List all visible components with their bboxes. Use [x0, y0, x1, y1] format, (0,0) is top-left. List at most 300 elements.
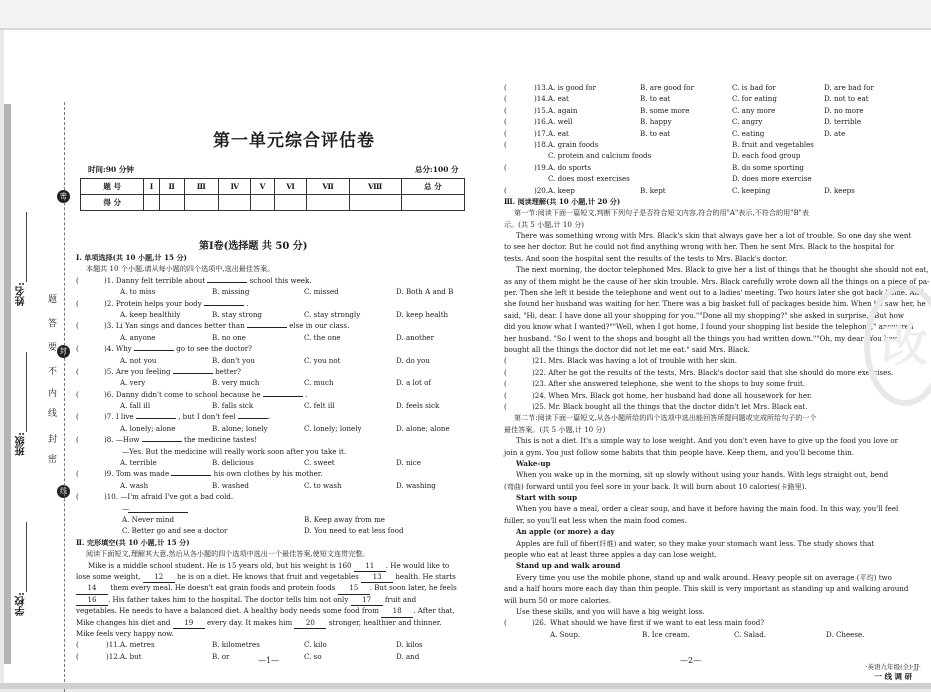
answer-option: A. again: [548, 105, 578, 115]
answer-option: C. stay strongly: [304, 309, 361, 319]
paren-open: (: [504, 162, 507, 172]
answer-blank: [263, 396, 303, 397]
answer-blank: 11: [354, 560, 386, 572]
option-row: [504, 105, 904, 116]
answer-option: C. you not: [304, 355, 341, 365]
question-stem-after: .: [305, 389, 308, 399]
answer-option: D. keeps: [824, 185, 855, 195]
answer-blank: [171, 475, 211, 476]
reading-passage-line: she found her husband was waiting for her. There was a big basket full of packages beside him. When he saw her, he: [504, 299, 926, 309]
question-stem-after: .: [246, 298, 249, 308]
answer-option: D. washing: [396, 480, 436, 490]
question-stem-text: Danny felt terrible about: [115, 275, 206, 285]
exam-paper: [4, 30, 931, 689]
passage-text: he is on a diet. He knows that fruit and vegetables: [174, 571, 362, 581]
answer-blank: 17: [351, 594, 383, 606]
watermark-logo: 改: [864, 284, 931, 406]
question-stem: [76, 343, 466, 354]
answer-option: B. happy: [640, 117, 672, 127]
right-column: [504, 82, 930, 640]
question-number: )12.: [106, 651, 121, 661]
answer-option: C. lonely; lonely: [304, 423, 362, 433]
option-row: [504, 93, 904, 104]
score-cell: 总 分: [401, 179, 464, 195]
passage-subheading: Stand up and walk around: [516, 561, 621, 571]
answer-option: C. to wash: [304, 480, 342, 490]
answer-option: A. metres: [120, 640, 155, 650]
question-stem-text: Danny didn't come to school because he: [115, 389, 261, 399]
reply-text: —: [122, 503, 130, 513]
score-cell: Ⅶ: [307, 179, 349, 195]
paren-open: (: [504, 128, 507, 138]
score-cell: Ⅳ: [219, 179, 251, 195]
seal-word: 不: [48, 367, 58, 377]
option-row: [76, 480, 466, 491]
question-stem-text: Protein helps your body: [115, 298, 202, 308]
question-text: [104, 389, 307, 400]
judge-text: )21. Mrs. Black was having a lot of trouble with her skin.: [532, 356, 738, 366]
reading-passage-line: When you wake up in the morning, sit up slowly without using your hands. With legs straight out, bend: [516, 470, 889, 480]
option-row: [504, 128, 904, 139]
cloze-passage-line: [76, 628, 466, 639]
score-table-row: [81, 195, 465, 211]
passage-text: health. He starts: [393, 571, 456, 581]
seal-word: 密: [48, 455, 58, 465]
question-number: )15.: [534, 105, 549, 115]
question-number: )8.: [104, 435, 114, 445]
binding-margin: [4, 102, 67, 692]
paren-open: (: [504, 401, 507, 411]
reading-passage-line: people who eat at least three apples a day can lose weight.: [504, 550, 717, 560]
question-text: [104, 320, 349, 331]
paren-open: (: [76, 389, 79, 399]
answer-option: C. the one: [304, 332, 341, 342]
answer-blank: [128, 503, 188, 513]
reading-passage-line: Apples are full of fiber(纤维) and water, so they make your stomach want less. The study shows that: [516, 538, 875, 548]
question-number: )1.: [104, 275, 114, 285]
answer-option: A. lonely; alone: [120, 423, 176, 433]
question-text: [104, 275, 312, 286]
answer-option: C. eating: [732, 128, 765, 138]
option-row: [504, 185, 904, 196]
reading-passage-line: her husband. "So I went to the shops and bought all the things you had written down.""Oh, my dear! You have: [504, 333, 902, 343]
score-blank: [274, 195, 307, 211]
answer-option: C. sweet: [304, 458, 335, 468]
section1-instruction: 本题共 10 个小题,请从每小题的四个选项中,选出最佳答案。: [86, 264, 275, 274]
page-number-left: —1—: [258, 656, 280, 665]
option-row: [76, 514, 466, 525]
left-column: [76, 252, 466, 662]
option-row: [504, 173, 904, 184]
answer-option: D. nice: [396, 458, 421, 468]
answer-option: B. or: [212, 651, 230, 661]
score-blank: [349, 195, 401, 211]
question-number: )14.: [534, 94, 549, 104]
answer-option: A. to miss: [120, 287, 156, 297]
section3-sub1-instruction: 第一节:阅读下面一篇短文,判断下列句子是否符合短文内容,符合的用"A"表示,不符合的用"B"表: [514, 208, 810, 218]
answer-option: C. any more: [732, 105, 776, 115]
answer-option: C. protein and calcium foods: [548, 151, 652, 161]
stamp-brand: 一 线 调 研: [874, 672, 913, 681]
question-stem-text: Are you feeling: [115, 366, 171, 376]
question-reply: [76, 503, 466, 514]
answer-option: D. kilos: [396, 640, 423, 650]
answer-option: C. so: [304, 651, 322, 661]
question-number: )5.: [104, 366, 114, 376]
question-number: )11.: [106, 640, 121, 650]
question-text: [104, 343, 252, 354]
reading-passage-line: bought all the things the doctor did not let me eat." said Mrs. Black.: [504, 344, 750, 354]
passage-text: Mike is a middle school student. He is 15 years old, but his weight is 160: [88, 560, 354, 570]
question-number: )26.: [532, 618, 547, 628]
answer-blank: 14: [76, 582, 108, 594]
paren-open: (: [504, 117, 507, 127]
answer-blank: [204, 305, 244, 306]
answer-option: D. no more: [824, 105, 864, 115]
passage-text: them every meal. He doesn't eat grain foods and protein foods: [108, 583, 338, 593]
question-number: )16.: [534, 117, 549, 127]
answer-option: B. no one: [212, 332, 246, 342]
answer-option: B. washed: [212, 480, 249, 490]
judge-question: [504, 367, 904, 378]
question-stem-text: What should we have first if we want to eat less main food?: [550, 618, 765, 628]
question-number: )18.: [534, 139, 549, 149]
reading-passage-line: join a gym. You just follow some habits that thin people have. Keep them, and you'll become thin.: [504, 447, 855, 457]
question-reply: —Yes. But the medicine will really work soon after you take it.: [122, 446, 347, 456]
question-number: )2.: [104, 298, 114, 308]
answer-option: A. is good for: [548, 83, 596, 92]
seal-circle-feng: 封: [57, 345, 70, 358]
answer-option: B. stay strong: [212, 309, 262, 319]
cloze-passage-line: [76, 582, 466, 593]
reading-passage-line: to see her doctor. But he could not find anything wrong with her. Then he sent Mrs. Black to the hospital for: [504, 242, 895, 252]
answer-blank: 15: [338, 582, 370, 594]
seal-dashed-line: [64, 102, 65, 692]
reading-passage-line: and a half hours more each day than thin people. This skill is very important as standing up and walking around: [504, 584, 909, 594]
passage-subheading: Wake-up: [516, 458, 551, 468]
section3-sub2-instruction: 最佳答案。(共 5 小题,计 10 分): [504, 424, 606, 434]
answer-blank: [134, 350, 174, 351]
reading-passage-line: did you know what I wanted?""Well, when I got home, I found your shopping list beside the telephone," answered: [504, 322, 914, 332]
score-cell: Ⅲ: [184, 179, 218, 195]
answer-option: A. very: [120, 378, 146, 388]
passage-text: . After that,: [413, 606, 455, 616]
answer-option: D. and: [396, 651, 420, 661]
section2-instruction: 阅读下面短文,理解其大意,然后从各小题的四个选项中选出一个最佳答案,使短文连贯完整。: [86, 549, 370, 559]
publisher-stamp: [866, 663, 921, 681]
reading-passage-line: There was something wrong with Mrs. Black's skin that always gave her a lot of trouble. So one day she went: [516, 231, 912, 241]
total-score-label: 总分:100 分: [415, 165, 459, 174]
viewer-bottom-bar: [0, 683, 931, 689]
answer-option: A. keep: [548, 185, 575, 195]
answer-option: D. not to eat: [824, 94, 869, 104]
reading-passage-line: When you have a meal, order a clear soup, and have it before having the main food. In this way, you'll feel: [516, 504, 899, 514]
passage-subheading: Start with soup: [516, 493, 578, 503]
answer-option: A. keep healthily: [120, 309, 181, 319]
paren-open: (: [504, 94, 507, 104]
answer-option: A. Soup.: [550, 629, 581, 639]
school-label: 学校:: [16, 592, 27, 616]
judge-question: [504, 390, 904, 401]
answer-option: D. Both A and B: [396, 287, 454, 297]
option-row: [76, 525, 466, 536]
question-text: [104, 491, 233, 502]
option-row: [76, 400, 466, 411]
cloze-passage-line: [76, 594, 466, 605]
passage-text: fruit and: [382, 594, 417, 604]
judge-text: )25. Mr. Black bought all the things that the doctor didn't let Mrs. Black eat.: [532, 401, 808, 411]
cloze-passage-line: [76, 571, 466, 582]
seal-word: 答: [48, 319, 58, 329]
answer-blank: 20: [294, 617, 326, 629]
passage-text: Mike feels very happy now.: [76, 628, 174, 638]
answer-option: C. felt ill: [304, 401, 335, 411]
question-number: )19.: [534, 162, 549, 172]
answer-option: D. You need to eat less food: [304, 526, 404, 536]
seal-circle-xian: 线: [57, 485, 70, 498]
question-stem-after: .: [267, 412, 271, 422]
question-stem-text: I live: [115, 412, 134, 422]
seal-circle-mi: 密: [57, 190, 70, 203]
question-stem: [76, 389, 466, 400]
answer-option: D. alone; alone: [396, 423, 450, 433]
score-blank: [184, 195, 218, 211]
answer-option: C. for eating: [732, 94, 777, 104]
answer-option: A. not you: [120, 355, 157, 365]
seal-word: 内: [48, 389, 58, 399]
answer-option: C. kilo: [304, 640, 327, 650]
question-number: )4.: [104, 344, 114, 354]
answer-option: B. to eat: [640, 128, 671, 138]
passage-text: vegetables. He needs to have a balanced diet. A healthy body needs some food from: [76, 606, 382, 616]
question-stem-after: go to see the doctor?: [176, 344, 252, 354]
answer-option: C. Salad.: [734, 629, 767, 639]
paren-open: (: [504, 379, 507, 389]
answer-option: A. wash: [120, 480, 149, 490]
question-number: )17.: [534, 128, 549, 138]
answer-option: A. fall ill: [120, 401, 151, 411]
option-row: [76, 332, 466, 343]
answer-option: B. are good for: [640, 83, 694, 92]
score-table-header: [81, 179, 465, 195]
section2-heading: Ⅱ. 完形填空(共 10 小题,计 15 分): [76, 537, 190, 547]
answer-option: D. each food group: [732, 151, 801, 161]
judge-text: )23. After she answered telephone, she went to the shops to buy some fruit.: [532, 379, 806, 389]
question-stem: [76, 298, 466, 309]
time-label: 时间:90 分钟: [88, 165, 134, 174]
question-stem-after: else in our class.: [289, 321, 350, 331]
answer-blank: 12: [143, 571, 175, 583]
question-stem-after: better?: [215, 366, 241, 376]
score-blank: [159, 195, 184, 211]
question-number: )10.: [104, 492, 119, 502]
answer-option: B. do some sporting: [732, 162, 804, 172]
section1-heading: Ⅰ. 单项选择(共 10 小题,计 15 分): [76, 253, 187, 262]
judge-question: [504, 401, 904, 412]
reading-passage-line: Use these skills, and you will have a big weight loss.: [516, 606, 705, 616]
question-text: [104, 411, 270, 422]
question-stem: [504, 617, 904, 628]
score-cell: 题 号: [81, 179, 144, 195]
answer-option: B. don't you: [212, 355, 256, 365]
answer-option: A. terrible: [120, 458, 157, 468]
paren-open: (: [504, 356, 507, 366]
question-number: )9.: [104, 469, 114, 479]
score-blank: [307, 195, 349, 211]
paren-open: (: [504, 83, 507, 92]
score-blank: [219, 195, 251, 211]
score-cell: 得 分: [81, 195, 144, 211]
answer-option: D. feels sick: [396, 401, 440, 411]
cloze-passage-line: [76, 605, 466, 616]
part1-title: 第Ⅰ卷(选择题 共 50 分): [199, 241, 308, 252]
question-stem: [76, 434, 466, 445]
question-number: )20.: [534, 185, 549, 195]
option-row: [76, 457, 466, 468]
judge-question: [504, 355, 904, 366]
option-row: [504, 150, 904, 161]
answer-option: D. does more exercise: [732, 174, 812, 184]
exam-title: 第一单元综合评估卷: [213, 131, 375, 151]
score-cell: Ⅱ: [159, 179, 184, 195]
cloze-passage-line: [76, 617, 466, 628]
question-text: [104, 434, 257, 445]
answer-option: B. very much: [212, 378, 260, 388]
section3-sub2-instruction: 第二节:阅读下面一篇短文,从各小题所给的四个选项中选出能回答所提问题或完成所给句子的一个: [514, 413, 817, 423]
option-row: [504, 116, 904, 127]
question-stem-after: , but I don't feel: [178, 412, 236, 422]
answer-option: A. anyone: [120, 332, 156, 342]
answer-blank: [207, 282, 247, 283]
question-stem: [76, 275, 466, 286]
question-text: [104, 468, 323, 479]
paren-open: (: [504, 618, 507, 628]
reading-passage-line: The next morning, the doctor telephoned Mrs. Black to give her a list of things that he thought she should not eat,: [516, 265, 929, 275]
reading-passage-line: tests. And soon the hospital sent the results of the tests to Mrs. Black's doctor.: [504, 253, 788, 263]
question-number: )13.: [534, 83, 549, 92]
answer-option: B. some more: [640, 105, 690, 115]
answer-option: A. eat: [548, 94, 569, 104]
answer-option: A. eat: [548, 128, 569, 138]
answer-option: A. grain foods: [548, 139, 599, 149]
answer-option: D. a lot of: [396, 378, 431, 388]
answer-option: C. does most exercises: [548, 174, 630, 184]
answer-blank: 19: [173, 617, 205, 629]
option-row: [76, 377, 466, 388]
seal-word: 题: [48, 295, 58, 305]
passage-text: lose some weight,: [76, 571, 143, 581]
paren-open: (: [76, 275, 79, 285]
answer-blank: [142, 441, 182, 442]
answer-blank: [247, 327, 287, 328]
answer-option: B. Keep away from me: [304, 514, 386, 524]
answer-option: B. delicious: [212, 458, 254, 468]
reading-passage-line: fuller, so you'll eat less when the main food comes.: [504, 515, 687, 525]
score-table: [80, 178, 465, 211]
passage-text: every day. It makes him: [204, 617, 295, 627]
answer-option: B. kilometres: [212, 640, 260, 650]
answer-option: B. missing: [212, 287, 250, 297]
reading-passage-line: will burn 50 or more calories.: [504, 595, 611, 605]
score-cell: Ⅴ: [251, 179, 274, 195]
paren-open: (: [76, 344, 79, 354]
option-row: [76, 639, 466, 650]
class-underline: [26, 352, 27, 432]
answer-option: B. fruit and vegetables: [732, 139, 814, 149]
viewer-toolbar: [0, 0, 931, 30]
seal-word: 封: [48, 435, 58, 445]
paren-open: (: [76, 640, 79, 650]
passage-text: . His father takes him to the hospital. The doctor tells him not only: [108, 594, 351, 604]
reading-passage-line: said, "Hi, dear. I have done all your shopping for you.""Done all my shopping?" she asked in surprise, "But how: [504, 310, 904, 320]
question-text: [104, 366, 241, 377]
paren-open: (: [76, 492, 79, 502]
answer-option: C. angry: [732, 117, 763, 127]
answer-option: B. alone; lonely: [212, 423, 268, 433]
option-row: [504, 82, 904, 93]
paren-open: (: [76, 366, 79, 376]
school-underline: [26, 522, 27, 592]
question-stem-text: Why: [115, 344, 132, 354]
seal-word: 要: [48, 343, 58, 353]
answer-option: B. to eat: [640, 94, 671, 104]
judge-text: )22. After he got the results of the tests, Mrs. Black's doctor said that she should do more exercises.: [532, 367, 894, 377]
answer-option: A. Never mind: [122, 514, 174, 524]
question-number: )6.: [104, 389, 114, 399]
paren-open: (: [76, 412, 79, 422]
answer-option: C. Better go and see a doctor: [122, 526, 228, 536]
score-cell: Ⅵ: [274, 179, 307, 195]
question-number: )7.: [104, 412, 114, 422]
answer-option: C. keeping: [732, 185, 771, 195]
answer-blank: 13: [361, 571, 393, 583]
section3-heading: Ⅲ. 阅读理解(共 10 小题,计 20 分): [504, 196, 621, 206]
score-blank: [401, 195, 464, 211]
answer-blank: [173, 373, 213, 374]
question-stem-text: Li Yan sings and dances better than: [115, 321, 245, 331]
reading-passage-line: Every time you use the mobile phone, stand up and walk around. Heavy people sit on average (平均) two: [516, 572, 892, 582]
question-stem-text: —I'm afraid I've got a bad cold.: [120, 492, 234, 502]
paren-open: (: [504, 390, 507, 400]
paren-open: (: [504, 367, 507, 377]
question-text: [104, 298, 249, 309]
passage-text: stronger, healthier and thinner.: [326, 617, 442, 627]
option-row: [76, 286, 466, 297]
answer-option: A. well: [548, 117, 573, 127]
passage-text: Mike changes his diet and: [76, 617, 173, 627]
answer-blank: [136, 418, 176, 419]
question-stem: [76, 468, 466, 479]
question-stem-text: Tom was made: [115, 469, 170, 479]
name-label: 姓名:: [16, 282, 27, 306]
question-stem-after: his own clothes by his mother.: [213, 469, 323, 479]
paren-open: (: [76, 651, 79, 661]
answer-option: C. missed: [304, 287, 339, 297]
stamp-line: ·英语九年级(全)·JJ·: [865, 663, 921, 671]
reading-passage-line: This is not a diet. It's a simple way to lose weight. And you don't even have to give up the food you love or: [516, 436, 899, 446]
option-row: [76, 423, 466, 434]
question-stem: [76, 411, 466, 422]
paren-open: (: [76, 435, 79, 445]
answer-option: A. but: [120, 651, 142, 661]
paren-open: (: [504, 105, 507, 115]
option-row: [504, 629, 904, 640]
score-blank: [144, 195, 159, 211]
answer-blank: [238, 418, 268, 419]
question-stem: [76, 320, 466, 331]
paren-open: (: [76, 298, 79, 308]
reading-passage-line: (弯曲) forward until you feel sore in your back. It will burn about 10 calories(卡路里).: [504, 481, 807, 491]
